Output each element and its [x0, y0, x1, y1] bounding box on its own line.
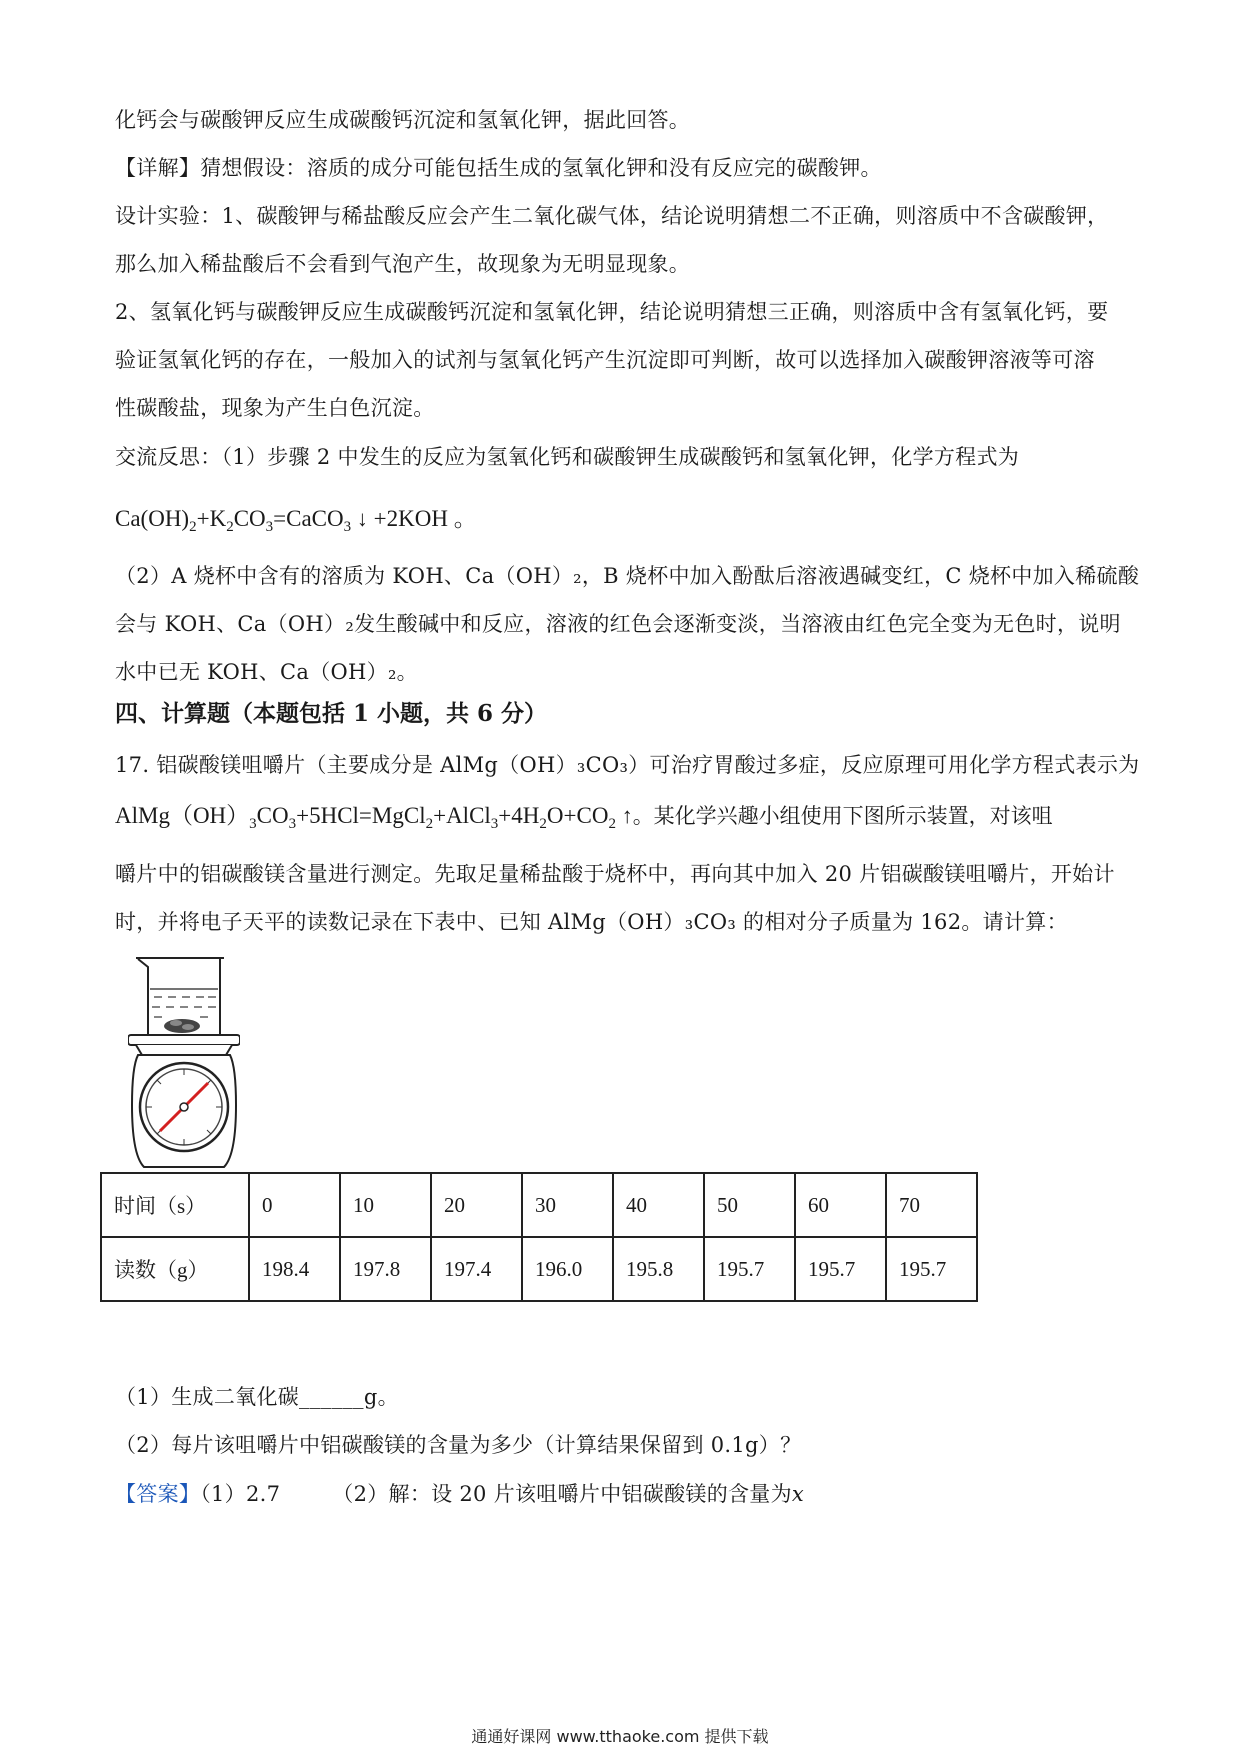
paragraph-detail: 【详解】猜想假设：溶质的成分可能包括生成的氢氧化钾和没有反应完的碳酸钾。 [115, 156, 882, 180]
table-cell: 195.8 [613, 1237, 704, 1301]
table-row-reading [101, 1237, 977, 1301]
table-cell: 195.7 [795, 1237, 886, 1301]
paragraph: 会与 KOH、Ca（OH）₂发生酸碱中和反应，溶液的红色会逐渐变淡，当溶液由红色完全变为无色时，说明 [115, 612, 1121, 636]
table-header-time: 时间（s） [101, 1173, 249, 1237]
precipitate-arrow: ↓ [356, 506, 368, 531]
table-cell: 70 [886, 1173, 977, 1237]
section-title: 四、计算题（本题包括 1 小题，共 6 分） [115, 700, 548, 727]
table-cell: 30 [522, 1173, 613, 1237]
page-footer: 通通好课网 www.tthaoke.com 提供下载 [471, 1727, 769, 1746]
electronic-scale-with-beaker-image [128, 955, 240, 1170]
sub-question-2: （2）每片该咀嚼片中铝碳酸镁的含量为多少（计算结果保留到 0.1g）？ [115, 1433, 802, 1457]
scale-icon [128, 1035, 240, 1167]
gas-arrow: ↑ [621, 803, 633, 828]
table-cell: 197.4 [431, 1237, 522, 1301]
question-17: 17. 铝碳酸镁咀嚼片（主要成分是 AlMg（OH）₃CO₃）可治疗胃酸过多症，反应原理可用化学方程式表示为 [115, 753, 1140, 777]
table-cell: 198.4 [249, 1237, 340, 1301]
chemical-equation-1: $Ca(OH)_2+K_2CO_3=CaCO_3$ ↓ +2KOH 。 [115, 506, 477, 535]
chemical-equation-2: $AlMg(OH)_3CO_3+5HCl=MgCl_2+AlCl_3+4H_2O+CO_2$ ↑。某化学兴趣小组使用下图所示装置，对该咀 [115, 803, 1053, 832]
paragraph: 嚼片中的铝碳酸镁含量进行测定。先取足量稀盐酸于烧杯中，再向其中加入 20 片铝碳酸镁咀嚼片，开始计 [115, 862, 1115, 886]
answer-part-1: （1）2.7 [200, 1482, 281, 1506]
paragraph: 时，并将电子天平的读数记录在下表中、已知 AlMg（OH）₃CO₃ 的相对分子质量为 162。请计算： [115, 910, 1068, 934]
table-cell: 50 [704, 1173, 795, 1237]
time-reading-table [100, 1172, 978, 1302]
answer-tag: 【答案】 [115, 1482, 201, 1506]
paragraph: 化钙会与碳酸钾反应生成碳酸钙沉淀和氢氧化钾，据此回答。 [115, 108, 691, 132]
answer-part-2: （2）解：设 20 片该咀嚼片中铝碳酸镁的含量为 [332, 1482, 792, 1506]
answer-variable: x [791, 1482, 805, 1506]
paragraph: 水中已无 KOH、Ca（OH）₂。 [115, 660, 418, 684]
paragraph: （2）A 烧杯中含有的溶质为 KOH、Ca（OH）₂，B 烧杯中加入酚酞后溶液遇碱变红，C 烧杯中加入稀硫酸 [115, 564, 1140, 588]
paragraph: 那么加入稀盐酸后不会看到气泡产生，故现象为无明显现象。 [115, 252, 691, 276]
paragraph: 2、氢氧化钙与碳酸钾反应生成碳酸钙沉淀和氢氧化钾，结论说明猜想三正确，则溶质中含有氢氧化钙，要 [115, 300, 1109, 324]
sub-question-1: （1）生成二氧化碳______g。 [115, 1385, 399, 1409]
answer-line [115, 1470, 1140, 1518]
table-cell: 195.7 [704, 1237, 795, 1301]
beaker-icon [136, 958, 224, 1035]
table-cell: 10 [340, 1173, 431, 1237]
table-cell: 60 [795, 1173, 886, 1237]
table-cell: 40 [613, 1173, 704, 1237]
table-cell: 0 [249, 1173, 340, 1237]
paragraph: 性碳酸盐，现象为产生白色沉淀。 [115, 396, 435, 420]
paragraph: 验证氢氧化钙的存在，一般加入的试剂与氢氧化钙产生沉淀即可判断，故可以选择加入碳酸钾溶液等可溶 [115, 348, 1095, 372]
table-cell: 20 [431, 1173, 522, 1237]
table-cell: 195.7 [886, 1237, 977, 1301]
table-row-time [101, 1173, 977, 1237]
table-cell: 197.8 [340, 1237, 431, 1301]
paragraph: 设计实验：1、碳酸钾与稀盐酸反应会产生二氧化碳气体，结论说明猜想二不正确，则溶质中不含碳酸钾， [115, 204, 1109, 228]
paragraph: 交流反思：（1）步骤 2 中发生的反应为氢氧化钙和碳酸钾生成碳酸钙和氢氧化钾，化学方程式为 [115, 445, 1020, 469]
table-header-reading: 读数（g） [101, 1237, 249, 1301]
table-cell: 196.0 [522, 1237, 613, 1301]
